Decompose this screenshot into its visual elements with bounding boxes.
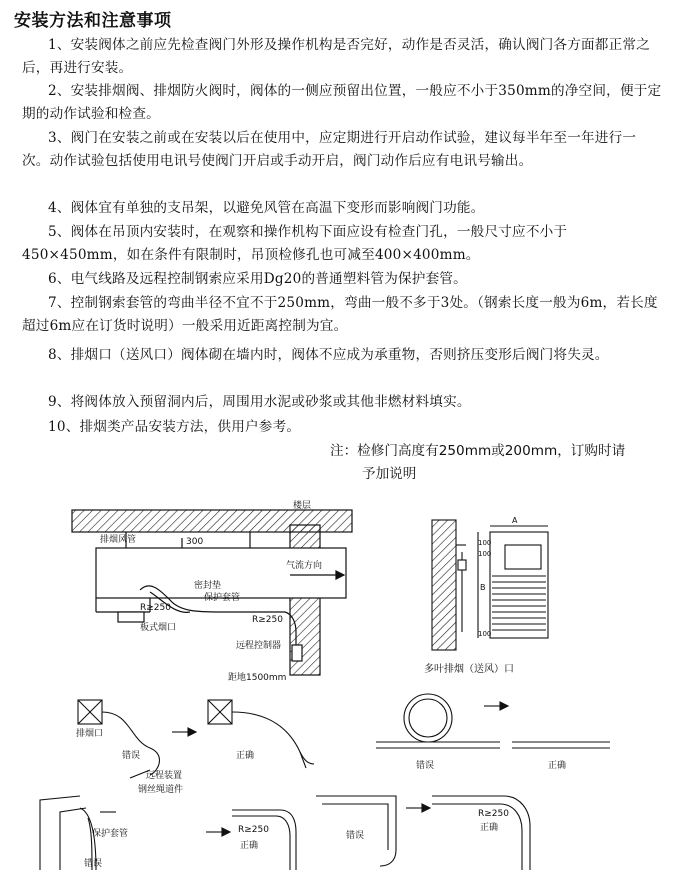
- label-300: 300: [186, 537, 204, 547]
- loop-figure: [376, 694, 610, 748]
- label-remote-device: 远程装置: [146, 771, 183, 781]
- label-seal: 密封垫: [194, 581, 222, 591]
- label-sleeve-2: 保护套管: [92, 829, 129, 839]
- paragraph-3: 3、阀门在安装之前或在安装以后在使用中，应定期进行开启动作试验，建议每半年至一年进行一次。动作试验包括使用电讯号使阀门开启或手动开启，阀门动作后应有电讯号输出。: [22, 130, 637, 169]
- paragraph-4: 4、阀体宜有单独的支吊架，以避免风管在高温下变形而影响阀门功能。: [48, 200, 485, 216]
- paragraph-8: 8、排烟口（送风口）阀体砌在墙内时，阀体不应成为承重物，否则挤压变形后阀门将失灵。: [48, 347, 609, 363]
- label-radius-1: R≥250: [140, 603, 171, 613]
- label-right-2: 正确: [548, 761, 567, 771]
- label-cable: 钢丝绳道件: [138, 785, 184, 795]
- paragraph-2: 2、安装排烟阀、排烟防火阀时，阀体的一侧应预留出位置，一般应不小于350mm的净空间，便于定期的动作试验和检查。: [22, 83, 662, 122]
- paragraph-10: 10、排烟类产品安装方法，供用户参考。: [48, 419, 301, 435]
- paragraph-7: 7、控制钢索套管的弯曲半径不宜不于250mm，弯曲一般不多于3处。（钢索长度一般为6m，若长度超过6m应在订货时说明）一般采用近距离控制为宜。: [22, 295, 658, 334]
- label-dim-100-3: 100: [478, 630, 492, 638]
- label-dim-a: A: [512, 516, 518, 525]
- label-wrong-2: 错误: [416, 761, 435, 771]
- label-wrong-1: 错误: [122, 751, 141, 761]
- label-outlet: 排烟口: [76, 729, 104, 739]
- page-title: 安装方法和注意事项: [14, 11, 172, 31]
- label-right-3: 正确: [240, 841, 259, 851]
- label-airflow: 气流方向: [286, 561, 323, 571]
- paragraph-5: 5、阀体在吊顶内安装时，在观察和操作机构下面应设有检查门孔，一般尺寸应不小于450×450mm，如在条件有限制时，吊顶检修孔也可减至400×400mm。: [22, 224, 568, 263]
- label-radius-4: R≥250: [478, 809, 509, 819]
- paragraph-6: 6、电气线路及远程控制钢索应采用Dg20的普通塑料管为保护套管。: [48, 271, 467, 287]
- label-plate-outlet: 板式烟口: [140, 623, 177, 633]
- label-dim-100-1: 100: [478, 539, 492, 547]
- label-right-1: 正确: [236, 751, 255, 761]
- label-radius-2: R≥250: [252, 615, 283, 625]
- paragraph-9: 9、将阀体放入预留洞内后，周围用水泥或砂浆或其他非燃材料填实。: [48, 394, 471, 410]
- label-duct: 排烟风管: [100, 535, 137, 545]
- label-distance: 距地1500mm: [228, 673, 287, 683]
- label-dim-b: B: [480, 583, 486, 592]
- note-line-1: 注：检修门高度有250mm或200mm，订购时请: [330, 443, 626, 459]
- label-sleeve: 保护套管: [204, 593, 241, 603]
- label-wrong-3: 错误: [84, 859, 103, 869]
- note-line-2: 予加说明: [362, 466, 417, 482]
- cable-routing-figure: [78, 700, 314, 778]
- label-remote: 远程控制器: [236, 641, 282, 651]
- label-dim-100-2: 100: [478, 550, 492, 558]
- label-multi-outlet: 多叶排烟（送风）口: [424, 664, 514, 675]
- label-radius-3: R≥250: [238, 825, 269, 835]
- label-wrong-4: 错误: [346, 831, 365, 841]
- paragraph-1: 1、安装阀体之前应先检查阀门外形及操作机构是否完好，动作是否灵活，确认阀门各方面都正常之后，再进行安装。: [22, 37, 650, 76]
- label-right-4: 正确: [480, 823, 499, 833]
- label-floor: 楼层: [293, 501, 312, 511]
